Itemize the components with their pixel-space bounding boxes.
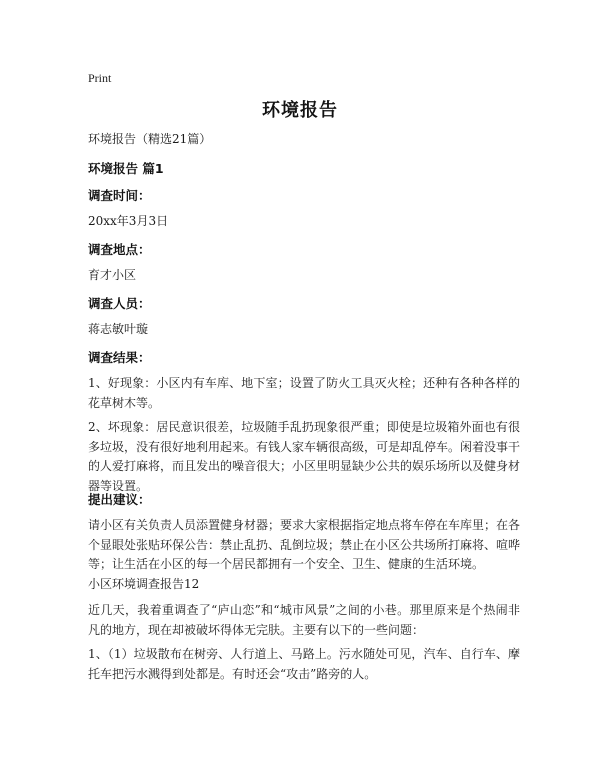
report12-title: 小区环境调查报告12 (88, 577, 200, 591)
print-label: Print (88, 71, 112, 85)
survey-time-label: 调查时间： (88, 188, 151, 203)
report12-intro-paragraph: 近几天，我着重调查了“庐山恋”和“城市风景”之间的小巷。那里原来是个热闹非凡的地方，现在却被破坏得体无完肤。主要有以下的一些问题： (88, 603, 520, 637)
survey-time-value: 20xx年3月3日 (88, 214, 169, 228)
result-paragraph-2: 2、坏现象：居民意识很差，垃圾随手乱扔现象很严重；即使是垃圾箱外面也有很多垃圾，没有很好地利用起来。有钱人家车辆很高级，可是却乱停车。闲着没事干的人爱打麻将，而且发出的噪音很大；小区里明显缺少公共的娱乐场所以及健身材器等设置。 (88, 420, 521, 493)
suggestion-label: 提出建议： (88, 492, 151, 507)
report12-item-1: 1、（1）垃圾散布在树旁、人行道上、马路上。污水随处可见，汽车、自行车、摩托车把污水溅得到处都是。有时还会“攻击”路旁的人。 (88, 647, 520, 681)
survey-people-value: 蒋志敏叶璇 (88, 322, 149, 336)
survey-place-value: 育才小区 (88, 268, 137, 282)
document-subtitle: 环境报告（精选21篇） (88, 132, 212, 146)
suggestion-paragraph: 请小区有关负责人员添置健身材器；要求大家根据指定地点将车停在车库里；在各个显眼处张贴环保公告：禁止乱扔、乱倒垃圾；禁止在小区公共场所打麻将、喧哗等；让生活在小区的每一个居民都拥有一个安全、卫生、健康的生活环境。 (88, 518, 521, 571)
survey-people-label: 调查人员： (88, 296, 151, 311)
document-title: 环境报告 (262, 100, 338, 121)
survey-place-label: 调查地点： (88, 242, 151, 257)
section-title: 环境报告 篇1 (88, 161, 164, 176)
survey-result-label: 调查结果： (88, 350, 151, 365)
result-paragraph-1: 1、好现象：小区内有车库、地下室；设置了防火工具灭火栓；还种有各种各样的花草树木等。 (88, 376, 520, 410)
